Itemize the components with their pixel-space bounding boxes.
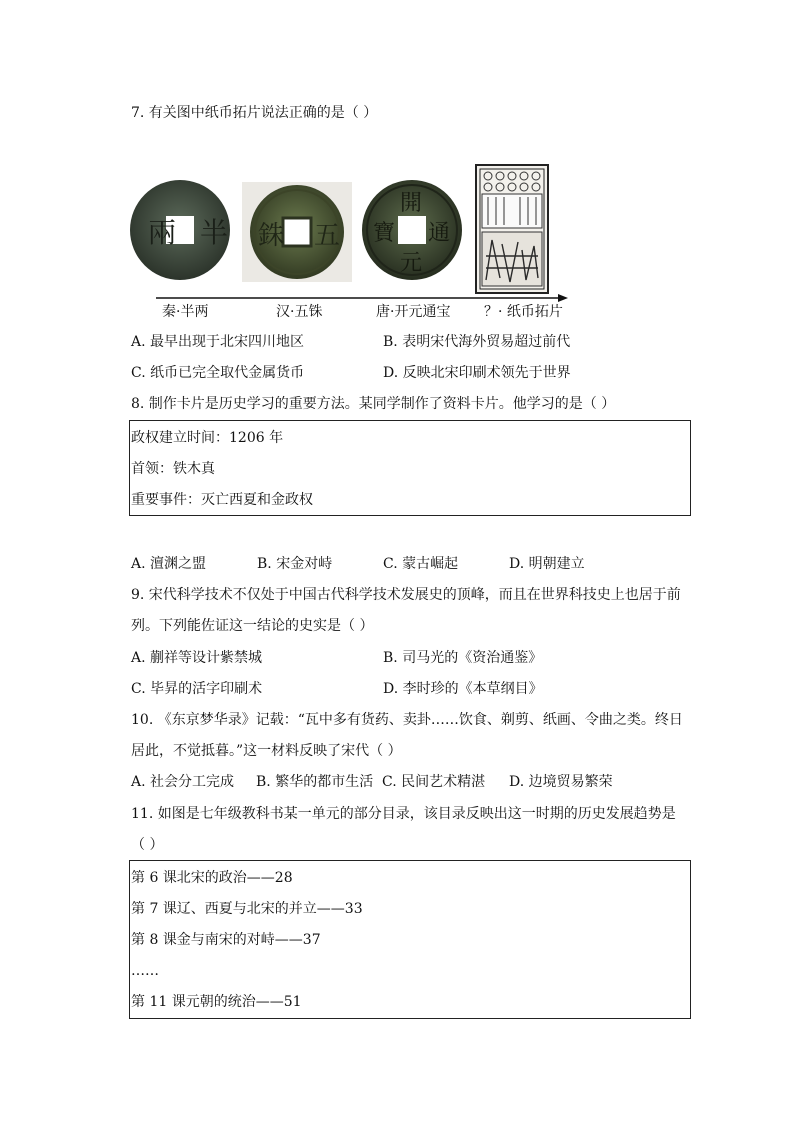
q10-option-d: D. 边境贸易繁荣 <box>509 774 613 790</box>
qin-banliang-coin <box>130 180 230 280</box>
q8-option-d: D. 明朝建立 <box>509 556 585 572</box>
q8-card-line-1: 政权建立时间：1206 年 <box>131 430 284 446</box>
q8-option-b: B. 宋金对峙 <box>257 556 333 572</box>
q11-toc-ellipsis: …… <box>131 963 159 979</box>
tang-kaiyuan-coin <box>362 180 462 280</box>
q10-option-a: A. 社会分工完成 <box>131 774 235 790</box>
q7-stem: 7. 有关图中纸币拓片说法正确的是（ ） <box>131 105 378 121</box>
q11-toc-item-2: 第 7 课辽、西夏与北宋的并立——33 <box>131 901 363 917</box>
q7-option-a: A. 最早出现于北宋四川地区 <box>131 334 305 350</box>
q9-stem-line-2: 列。下列能佐证这一结论的史实是（ ） <box>131 618 374 634</box>
q8-option-c: C. 蒙古崛起 <box>383 556 459 572</box>
han-glyph-right: 五 <box>314 221 341 251</box>
caption-han: 汉·五铢 <box>276 304 323 320</box>
tang-glyph-left: 寶 <box>373 221 396 246</box>
q8-option-a: A. 澶渊之盟 <box>131 556 207 572</box>
q9-option-d: D. 李时珍的《本草纲目》 <box>383 681 543 697</box>
q10-option-b: B. 繁华的都市生活 <box>256 774 374 790</box>
han-glyph-left: 銖 <box>258 221 285 251</box>
q11-toc-item-1: 第 6 课北宋的政治——28 <box>131 870 293 886</box>
q11-stem-line-1: 11. 如图是七年级教科书某一单元的部分目录，该目录反映出这一时期的历史发展趋势是 <box>131 806 676 822</box>
q8-info-card <box>129 420 691 516</box>
q10-stem-line-1: 10. 《东京梦华录》记载：“瓦中多有货药、卖卦……饮食、剃剪、纸画、令曲之类。终日 <box>131 712 683 728</box>
q11-stem-line-2: （ ） <box>131 837 164 853</box>
caption-paper: ？· 纸币拓片 <box>484 304 563 320</box>
qin-glyph-left: 兩 <box>148 216 177 249</box>
caption-qin: 秦·半两 <box>162 304 209 320</box>
q11-toc-item-3: 第 8 课金与南宋的对峙——37 <box>131 932 321 948</box>
tang-glyph-bottom: 元 <box>400 251 423 276</box>
qin-glyph-right: 半 <box>200 216 229 249</box>
q9-option-a: A. 蒯祥等设计紫禁城 <box>131 650 263 666</box>
caption-tang: 唐·开元通宝 <box>376 304 451 320</box>
q8-card-line-3: 重要事件：灭亡西夏和金政权 <box>131 492 313 508</box>
q9-option-c: C. 毕昇的活字印刷术 <box>131 681 263 697</box>
paper-money-rubbing <box>476 165 548 293</box>
q10-option-c: C. 民间艺术精湛 <box>382 774 486 790</box>
tang-glyph-top: 開 <box>400 191 423 216</box>
q11-toc-box <box>129 860 691 1019</box>
q7-option-d: D. 反映北宋印刷术领先于世界 <box>383 365 571 381</box>
q8-stem: 8. 制作卡片是历史学习的重要方法。某同学制作了资料卡片。他学习的是（ ） <box>131 396 616 412</box>
q7-option-b: B. 表明宋代海外贸易超过前代 <box>383 334 571 350</box>
q9-stem-line-1: 9. 宋代科学技术不仅处于中国古代科学技术发展史的顶峰，而且在世界科技史上也居于前 <box>131 587 681 603</box>
tang-glyph-right: 通 <box>428 221 451 246</box>
q7-option-c: C. 纸币已完全取代金属货币 <box>131 365 305 381</box>
q8-card-line-2: 首领：铁木真 <box>131 461 215 477</box>
q10-stem-line-2: 居此，不觉抵暮。”这一材料反映了宋代（ ） <box>131 743 402 759</box>
han-wuzhu-coin <box>242 182 352 282</box>
q11-toc-item-5: 第 11 课元朝的统治——51 <box>131 994 302 1010</box>
q9-option-b: B. 司马光的《资治通鉴》 <box>383 650 543 666</box>
